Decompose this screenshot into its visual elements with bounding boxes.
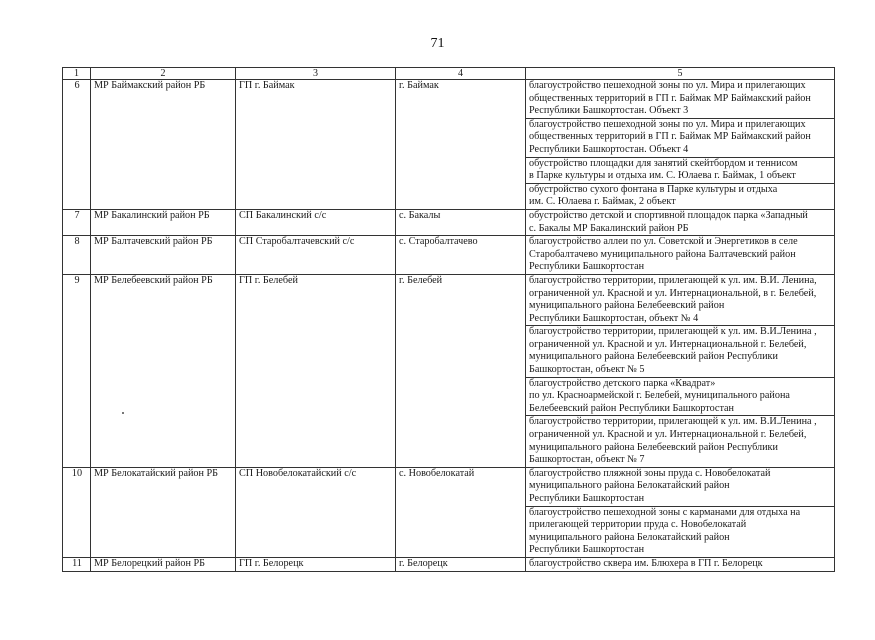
- column-header-4: 4: [396, 68, 526, 80]
- locality-cell: г. Белорецк: [396, 557, 526, 571]
- project-description-cell: обустройство детской и спортивной площадок парка «Западный с. Бакалы МР Бакалинский район РБ: [526, 209, 835, 235]
- table-row: [63, 236, 835, 275]
- page-number: 71: [430, 36, 445, 51]
- row-number: 11: [63, 557, 91, 571]
- project-description-cell: благоустройство сквера им. Блюхера в ГП г. Белорецк: [526, 557, 835, 571]
- column-header-2: 2: [91, 68, 236, 80]
- locality-cell: с. Новобелокатай: [396, 467, 526, 557]
- project-description-cell: благоустройство аллеи по ул. Советской и Энергетиков в селе Старобалтачево муниципального района Балтачевский район Республики Башкортостан: [526, 236, 835, 275]
- project-description-cell: благоустройство территории, прилегающей к ул. им. В.И.Ленина , ограниченной ул. Красной и ул. Интернациональной г. Белебей, муниципального района Белебеевский район Республики Башкортостан, объект № 7: [526, 416, 835, 467]
- project-description-cell: благоустройство пешеходной зоны с карманами для отдыха на прилегающей территории пруда с. Новобелокатай муниципального района Белокатайский район Республики Башкортостан: [526, 506, 835, 557]
- row-number: 10: [63, 467, 91, 557]
- district-cell: МР Бакалинский район РБ: [91, 209, 236, 235]
- project-description-cell: благоустройство территории, прилегающей к ул. им. В.И.Ленина , ограниченной ул. Красной и ул. Интернациональной г. Белебей, муниципального района Белебеевский район Республики Башкортостан, объект № 5: [526, 326, 835, 377]
- project-description-cell: обустройство сухого фонтана в Парке культуры и отдыха им. С. Юлаева г. Баймак, 2 объект: [526, 183, 835, 209]
- project-description-cell: благоустройство пешеходной зоны по ул. Мира и прилегающих общественных территорий в ГП г. Баймак МР Баймакский район Республики Башкортостан. Объект 4: [526, 118, 835, 157]
- locality-cell: с. Бакалы: [396, 209, 526, 235]
- settlement-cell: СП Старобалтачевский с/с: [236, 236, 396, 275]
- district-cell: МР Белебеевский район РБ: [91, 274, 236, 467]
- settlement-cell: ГП г. Белорецк: [236, 557, 396, 571]
- table-row: [63, 467, 835, 506]
- district-cell: МР Балтачевский район РБ: [91, 236, 236, 275]
- settlement-cell: СП Новобелокатайский с/с: [236, 467, 396, 557]
- project-description-cell: обустройство площадки для занятий скейтбордом и теннисом в Парке культуры и отдыха им. С. Юлаева г. Баймак, 1 объект: [526, 157, 835, 183]
- table-row: [63, 557, 835, 571]
- column-header-5: 5: [526, 68, 835, 80]
- project-description-cell: благоустройство пешеходной зоны по ул. Мира и прилегающих общественных территорий в ГП г. Баймак МР Баймакский район Республики Башкортостан. Объект 3: [526, 80, 835, 119]
- column-header-3: 3: [236, 68, 396, 80]
- row-number: 8: [63, 236, 91, 275]
- settlement-cell: СП Бакалинский с/с: [236, 209, 396, 235]
- scan-speck: [122, 412, 124, 414]
- column-header-1: 1: [63, 68, 91, 80]
- settlement-cell: ГП г. Белебей: [236, 274, 396, 467]
- row-number: 6: [63, 80, 91, 210]
- settlement-cell: ГП г. Баймак: [236, 80, 396, 210]
- district-cell: МР Баймакский район РБ: [91, 80, 236, 210]
- table-header-row: [63, 68, 835, 80]
- project-description-cell: благоустройство территории, прилегающей к ул. им. В.И. Ленина, ограниченной ул. Красной и ул. Интернациональной, в г. Белебей, муниципального района Белебеевский район Республики Башкортостан, объект № 4: [526, 274, 835, 325]
- project-description-cell: благоустройство детского парка «Квадрат» по ул. Красноармейской г. Белебей, муниципального района Белебеевский район Республики Башкортостан: [526, 377, 835, 416]
- district-cell: МР Белокатайский район РБ: [91, 467, 236, 557]
- project-description-cell: благоустройство пляжной зоны пруда с. Новобелокатай муниципального района Белокатайский район Республики Башкортостан: [526, 467, 835, 506]
- locality-cell: с. Старобалтачево: [396, 236, 526, 275]
- table-row: [63, 80, 835, 119]
- table-row: [63, 209, 835, 235]
- projects-table: [62, 67, 835, 572]
- row-number: 7: [63, 209, 91, 235]
- district-cell: МР Белорецкий район РБ: [91, 557, 236, 571]
- locality-cell: г. Белебей: [396, 274, 526, 467]
- locality-cell: г. Баймак: [396, 80, 526, 210]
- table-row: [63, 274, 835, 325]
- row-number: 9: [63, 274, 91, 467]
